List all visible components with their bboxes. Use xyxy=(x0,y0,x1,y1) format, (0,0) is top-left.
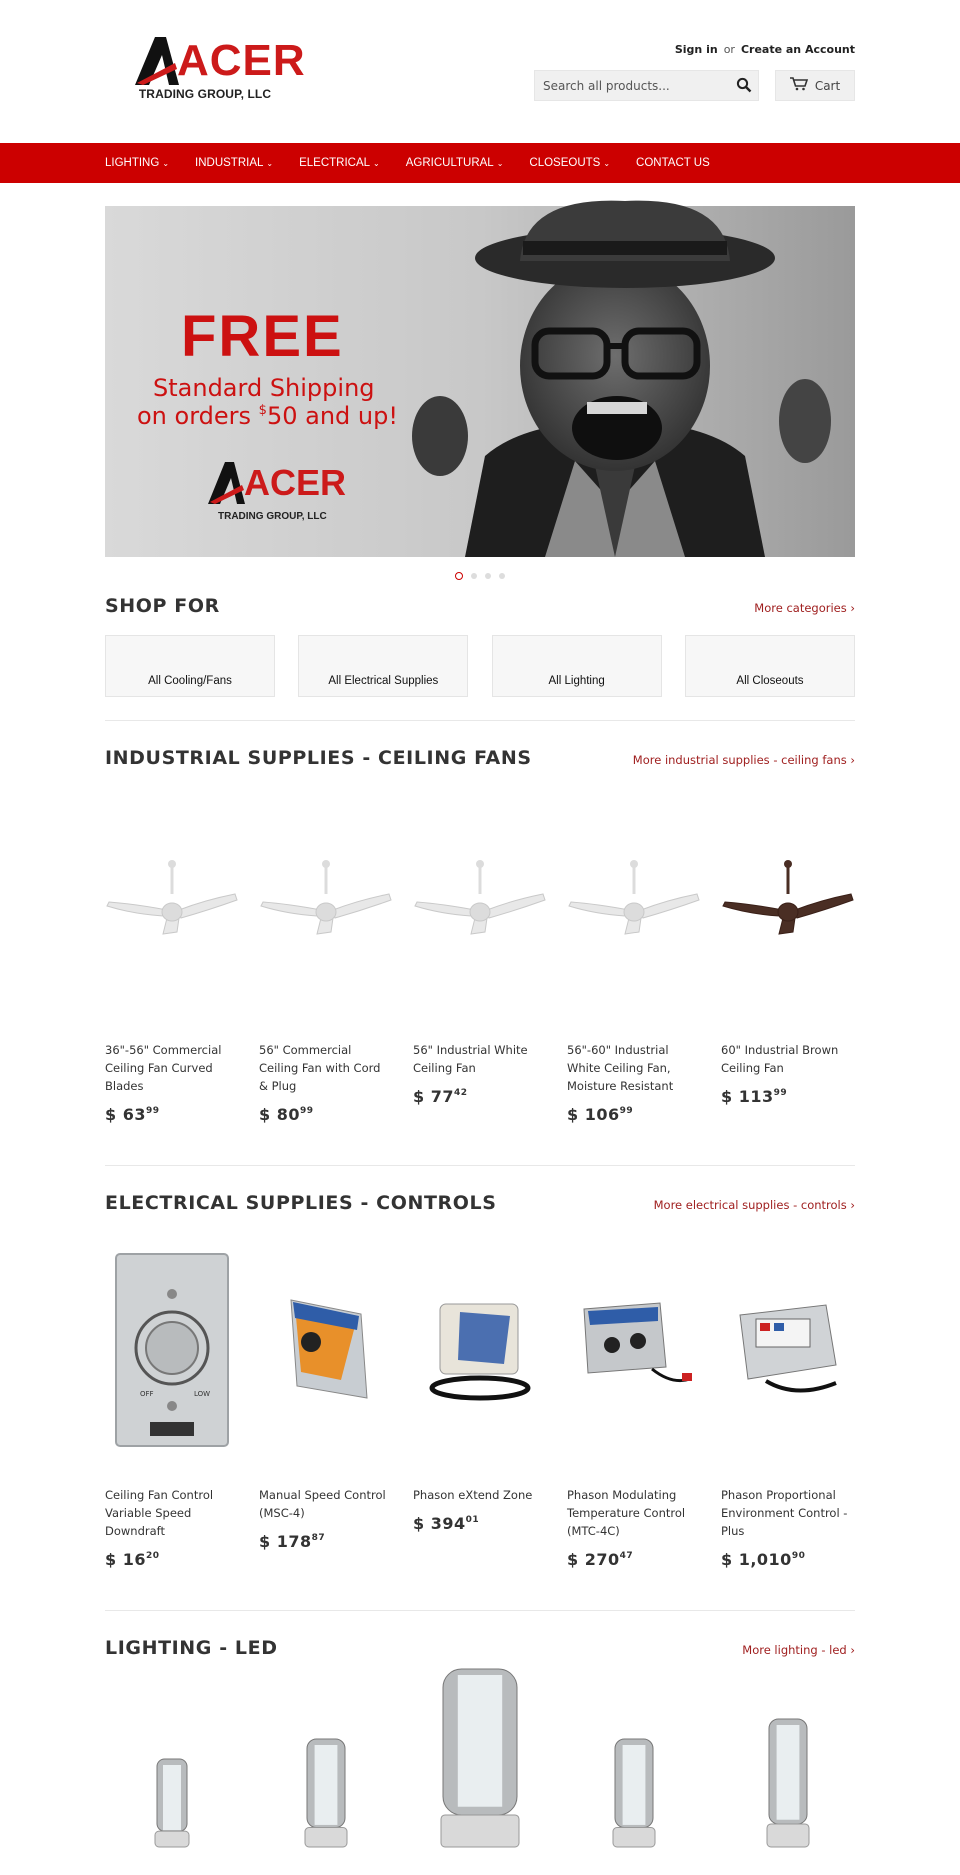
svg-text:TRADING GROUP, LLC: TRADING GROUP, LLC xyxy=(218,511,327,522)
nav-item-lighting[interactable] xyxy=(105,157,169,169)
price-main: $ 77 xyxy=(413,1087,454,1106)
product-image[interactable] xyxy=(721,1216,855,1484)
slide-dot[interactable] xyxy=(485,573,491,579)
nav-item-label: CLOSEOUTS xyxy=(529,157,601,169)
hero-line1: Standard Shipping xyxy=(153,374,375,402)
product-name[interactable]: 56"-60" Industrial White Ceiling Fan, Moisture Resistant xyxy=(567,1043,674,1093)
search-box xyxy=(534,70,759,101)
product-image[interactable] xyxy=(259,771,393,1039)
chevron-down-icon: ⌄ xyxy=(603,158,611,168)
category-list xyxy=(105,635,855,697)
search-icon[interactable] xyxy=(736,77,752,93)
lighting-section xyxy=(105,1637,855,1847)
price-cents: 99 xyxy=(773,1088,788,1098)
product-image[interactable] xyxy=(567,771,701,1039)
product-card[interactable] xyxy=(105,1216,239,1569)
more-categories-link[interactable]: More categories › xyxy=(754,601,855,615)
slide-dot[interactable] xyxy=(455,572,463,580)
main-nav xyxy=(0,143,960,183)
price-cents: 99 xyxy=(619,1106,634,1116)
product-name[interactable]: 36"-56" Commercial Ceiling Fan Curved Blades xyxy=(105,1043,222,1093)
product-price xyxy=(567,1105,701,1124)
search-input[interactable] xyxy=(535,71,741,100)
product-image[interactable] xyxy=(105,771,239,1039)
product-card[interactable] xyxy=(721,771,855,1124)
led-product-image[interactable] xyxy=(567,1739,701,1847)
price-main: $ 1,010 xyxy=(721,1550,792,1569)
product-name[interactable]: 56" Industrial White Ceiling Fan xyxy=(413,1043,528,1075)
product-price xyxy=(721,1550,855,1569)
led-product-image[interactable] xyxy=(105,1759,239,1847)
nav-item-label: INDUSTRIAL xyxy=(195,157,264,169)
fans-grid xyxy=(105,771,855,1124)
product-name[interactable]: 56" Commercial Ceiling Fan with Cord & Plug xyxy=(259,1043,381,1093)
product-name[interactable]: Phason Proportional Environment Control - Plus xyxy=(721,1488,848,1538)
category-label: All Closeouts xyxy=(736,675,804,687)
led-product-image[interactable] xyxy=(721,1719,855,1847)
hero-slideshow[interactable] xyxy=(105,206,855,557)
logo-mark xyxy=(135,33,306,89)
site-header xyxy=(105,0,855,143)
price-main: $ 80 xyxy=(259,1105,300,1124)
account-links xyxy=(675,43,855,56)
shop-for-section xyxy=(105,595,855,697)
lighting-title: LIGHTING - LED xyxy=(105,1637,278,1659)
product-image[interactable] xyxy=(567,1216,701,1484)
product-image[interactable] xyxy=(105,1216,239,1484)
price-main: $ 178 xyxy=(259,1532,312,1551)
chevron-down-icon: ⌄ xyxy=(162,158,170,168)
nav-item-label: LIGHTING xyxy=(105,157,160,169)
more-fans-link[interactable]: More industrial supplies - ceiling fans › xyxy=(632,753,855,767)
product-image[interactable] xyxy=(721,771,855,1039)
controls-section xyxy=(105,1192,855,1569)
hero-headline: FREE xyxy=(181,304,344,369)
product-price xyxy=(105,1105,239,1124)
nav-item-industrial[interactable] xyxy=(195,157,273,169)
category-label: All Lighting xyxy=(548,675,605,687)
fans-section xyxy=(105,747,855,1124)
logo-subtitle: TRADING GROUP, LLC xyxy=(138,87,272,101)
price-main: $ 63 xyxy=(105,1105,146,1124)
svg-text:ACER: ACER xyxy=(244,462,347,503)
product-card[interactable] xyxy=(413,771,547,1124)
price-cents: 90 xyxy=(791,1551,806,1561)
chevron-down-icon: ⌄ xyxy=(266,158,274,168)
product-card[interactable] xyxy=(413,1216,547,1569)
nav-item-contact-us[interactable] xyxy=(636,157,710,169)
led-grid xyxy=(105,1667,855,1847)
price-cents: 47 xyxy=(619,1551,634,1561)
category-tile[interactable] xyxy=(105,635,275,697)
site-logo[interactable] xyxy=(135,33,306,105)
price-cents: 87 xyxy=(311,1533,326,1543)
price-main: $ 106 xyxy=(567,1105,620,1124)
product-price xyxy=(721,1087,855,1106)
price-cents: 99 xyxy=(299,1106,314,1116)
nav-item-label: AGRICULTURAL xyxy=(405,157,494,169)
slide-dot[interactable] xyxy=(471,573,477,579)
slideshow-dots xyxy=(105,565,855,577)
product-name[interactable]: Phason eXtend Zone xyxy=(413,1488,533,1502)
product-price xyxy=(567,1550,701,1569)
nav-item-label: ELECTRICAL xyxy=(299,157,371,169)
cart-button[interactable] xyxy=(775,70,855,101)
product-image[interactable] xyxy=(413,1216,547,1484)
more-controls-link[interactable]: More electrical supplies - controls › xyxy=(653,1198,855,1212)
product-name[interactable]: Manual Speed Control (MSC-4) xyxy=(259,1488,386,1520)
hero-line2: on orders $50 and up! xyxy=(137,402,398,430)
nav-item-agricultural[interactable] xyxy=(406,157,504,169)
product-card[interactable] xyxy=(721,1216,855,1569)
create-account-link[interactable]: Create an Account xyxy=(740,43,855,56)
hero-image xyxy=(105,206,855,557)
product-card[interactable] xyxy=(259,771,393,1124)
price-cents: 01 xyxy=(465,1515,480,1525)
divider xyxy=(105,1165,855,1166)
cart-icon xyxy=(790,77,808,94)
category-tile[interactable] xyxy=(685,635,855,697)
category-tile[interactable] xyxy=(298,635,468,697)
nav-list xyxy=(105,143,855,183)
product-card[interactable] xyxy=(567,1216,701,1569)
price-cents: 42 xyxy=(453,1088,468,1098)
product-name[interactable]: 60" Industrial Brown Ceiling Fan xyxy=(721,1043,839,1075)
nav-item-label: CONTACT US xyxy=(636,157,710,169)
product-price xyxy=(105,1550,239,1569)
product-card[interactable] xyxy=(105,771,239,1124)
divider xyxy=(105,720,855,721)
product-name[interactable]: Phason Modulating Temperature Control (MTC-4C) xyxy=(567,1488,686,1538)
product-price xyxy=(259,1105,393,1124)
chevron-down-icon: ⌄ xyxy=(373,158,380,168)
more-lighting-link[interactable]: More lighting - led › xyxy=(742,1643,855,1657)
category-label: All Electrical Supplies xyxy=(328,675,439,687)
product-price xyxy=(259,1532,393,1551)
fans-title: INDUSTRIAL SUPPLIES - CEILING FANS xyxy=(105,747,532,769)
category-label: All Cooling/Fans xyxy=(148,675,232,687)
nav-item-electrical[interactable] xyxy=(299,157,380,169)
price-main: $ 394 xyxy=(413,1514,466,1533)
led-product-image[interactable] xyxy=(259,1739,393,1847)
slide-dot[interactable] xyxy=(499,573,505,579)
product-name[interactable]: Ceiling Fan Control Variable Speed Downdraft xyxy=(105,1488,214,1538)
chevron-down-icon: ⌄ xyxy=(496,158,504,168)
nav-item-closeouts[interactable] xyxy=(529,157,610,169)
product-image[interactable] xyxy=(413,771,547,1039)
price-cents: 20 xyxy=(145,1551,160,1561)
product-price xyxy=(413,1514,547,1533)
category-tile[interactable] xyxy=(492,635,662,697)
controls-title: ELECTRICAL SUPPLIES - CONTROLS xyxy=(105,1192,497,1214)
product-price xyxy=(413,1087,547,1106)
price-cents: 99 xyxy=(145,1106,160,1116)
product-image[interactable] xyxy=(259,1216,393,1484)
divider xyxy=(105,1610,855,1611)
or-text: or xyxy=(723,43,735,56)
controls-grid xyxy=(105,1216,855,1569)
product-card[interactable] xyxy=(259,1216,393,1569)
product-card[interactable] xyxy=(567,771,701,1124)
price-main: $ 113 xyxy=(721,1087,774,1106)
price-main: $ 270 xyxy=(567,1550,620,1569)
led-product-image[interactable] xyxy=(413,1669,547,1847)
price-main: $ 16 xyxy=(105,1550,146,1569)
svg-text:LOW: LOW xyxy=(194,1390,211,1398)
svg-text:OFF: OFF xyxy=(140,1390,154,1398)
shop-for-title: SHOP FOR xyxy=(105,595,220,617)
signin-link[interactable]: Sign in xyxy=(674,43,718,56)
cart-label: Cart xyxy=(814,78,841,93)
logo-text: ACER xyxy=(177,36,306,85)
